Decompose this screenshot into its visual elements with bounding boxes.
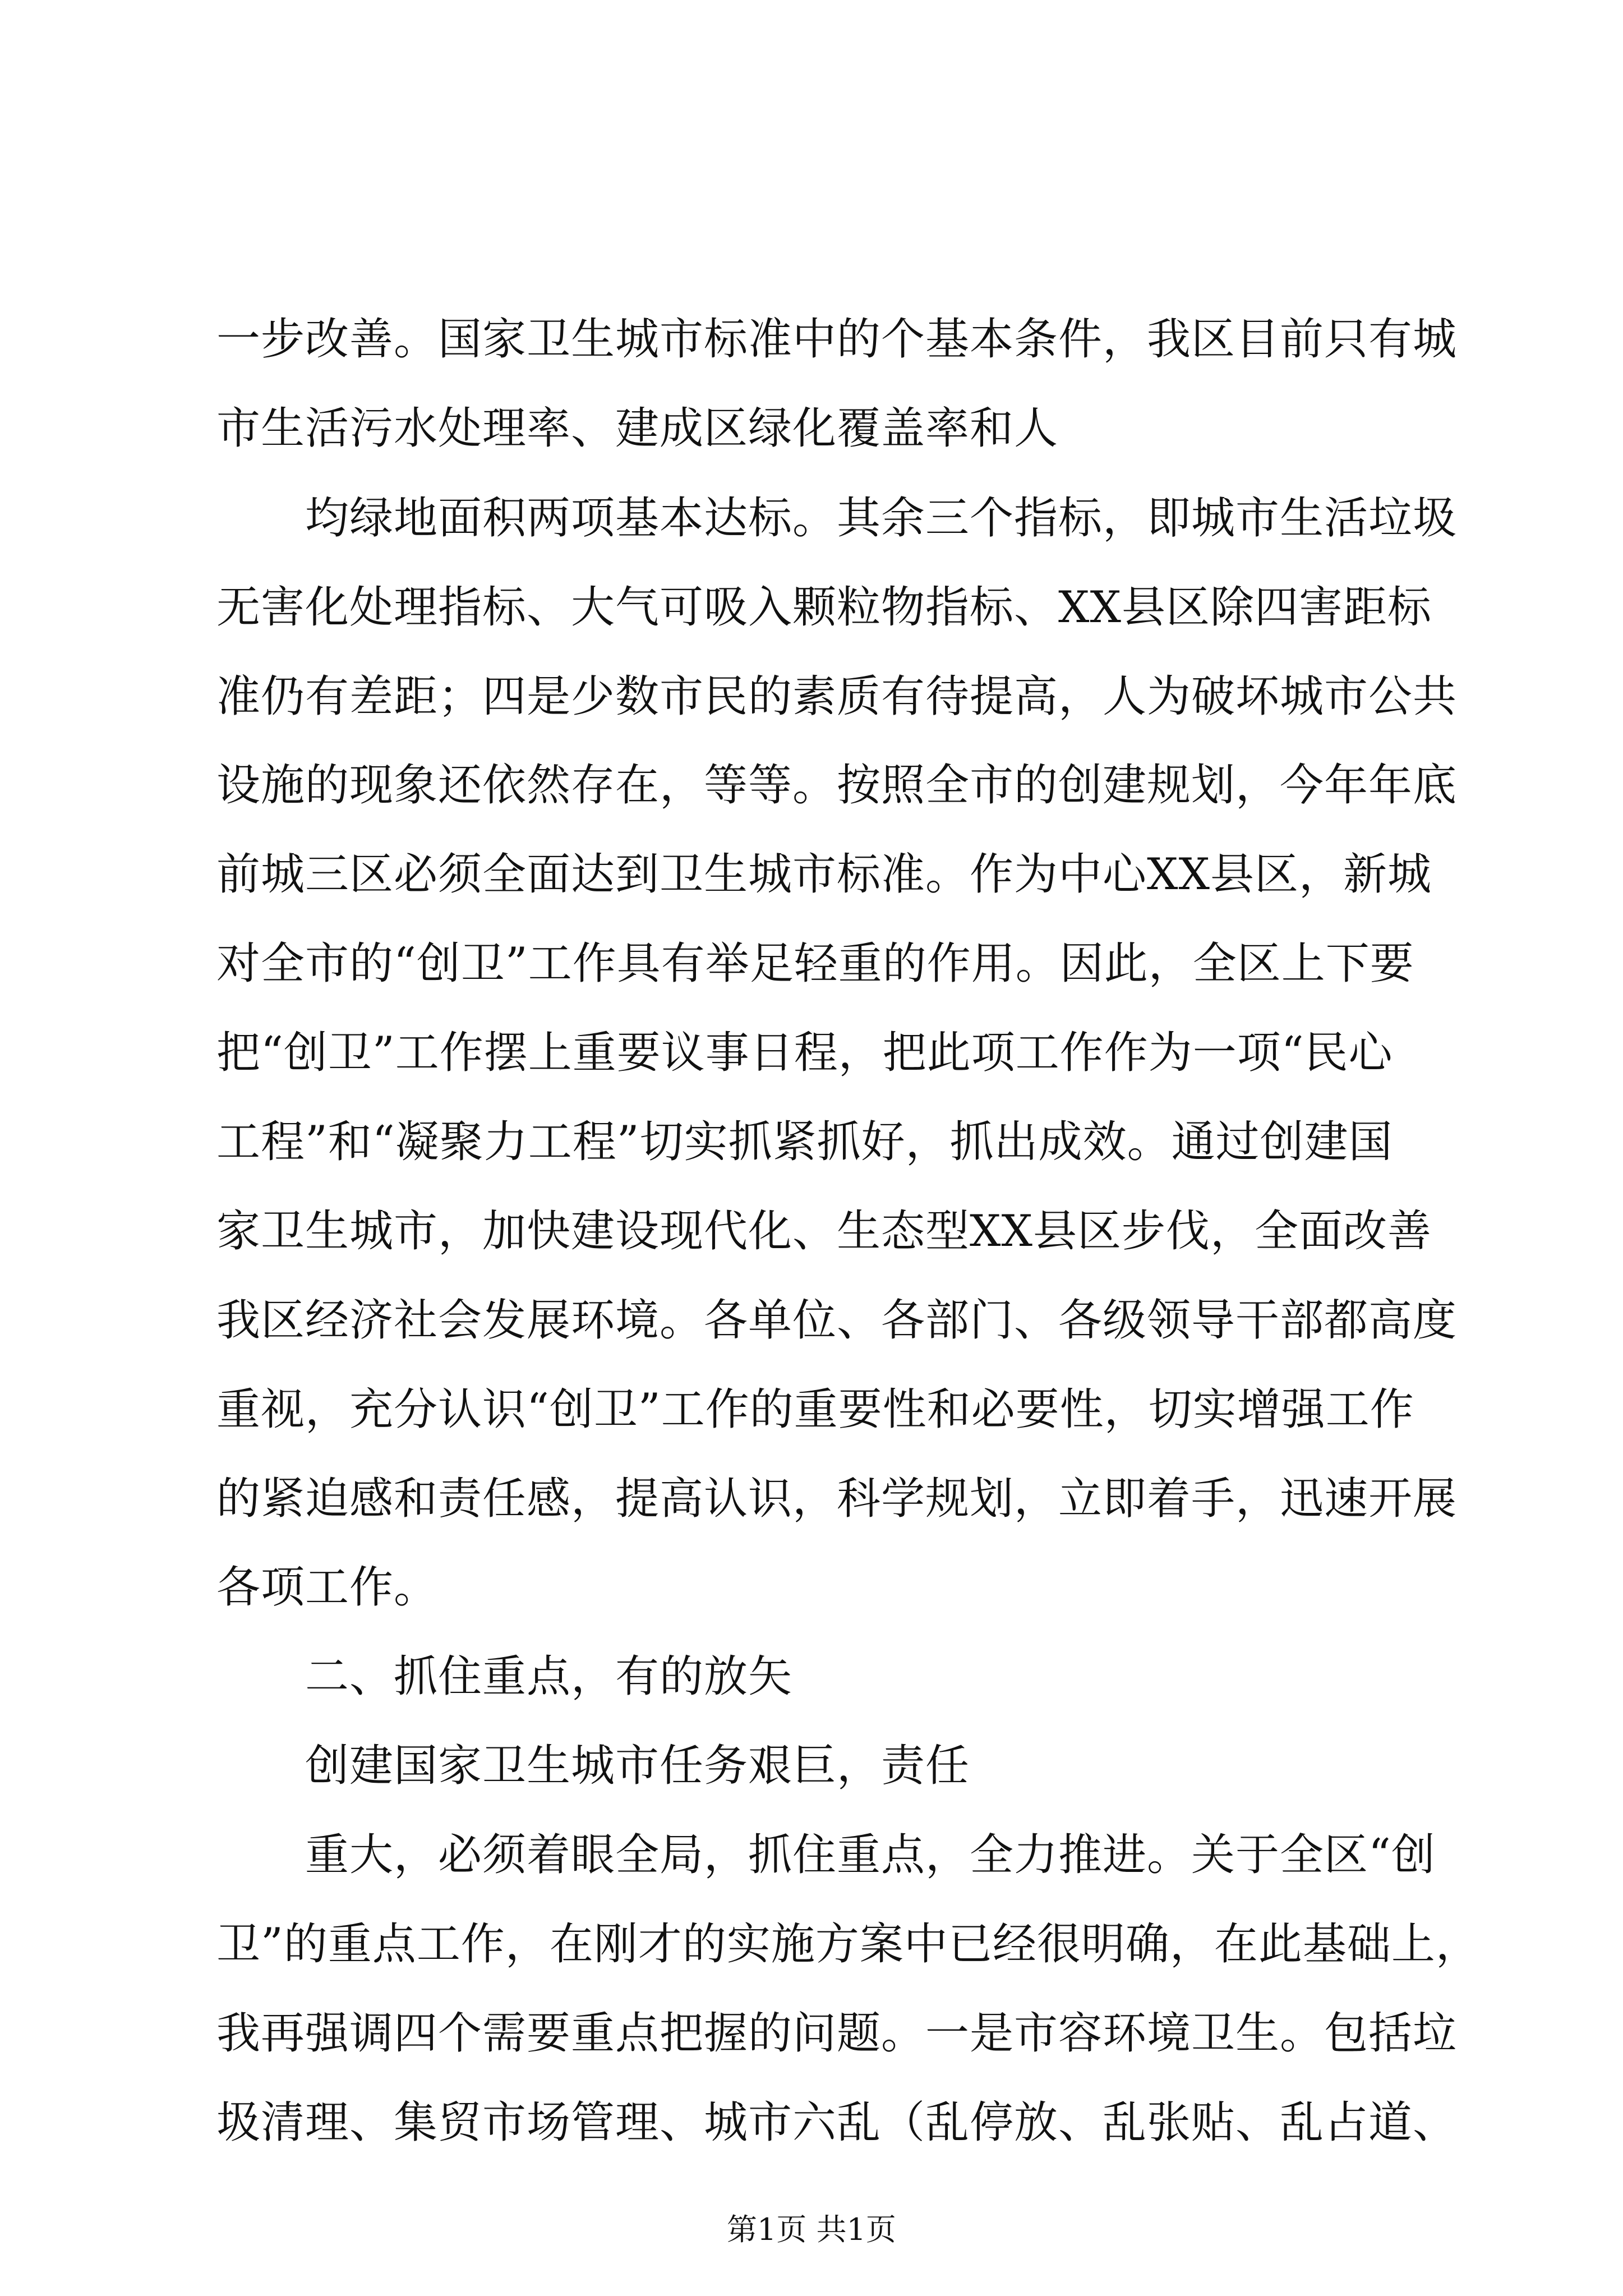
text-line: 前城三区必须全面达到卫生城市标准。作为中心XX县区，新城 (216, 849, 1432, 900)
text-line: 重视，充分认识“创卫”工作的重要性和必要性，切实增强工作 (216, 1384, 1414, 1435)
text-line: 把“创卫”工作摆上重要议事日程，把此项工作作为一项“民心 (216, 1028, 1393, 1078)
text-line: 家卫生城市，加快建设现代化、生态型XX县区步伐，全面改善 (216, 1206, 1432, 1257)
text-line: 对全市的“创卫”工作具有举足轻重的作用。因此，全区上下要 (216, 938, 1414, 989)
text-line: 我区经济社会发展环境。各单位、各部门、各级领导干部都高度 (216, 1295, 1458, 1346)
text-line: 的紧迫感和责任感，提高认识，科学规划，立即着手，迅速开展 (216, 1474, 1458, 1524)
text-line: 重大，必须着眼全局，抓住重点，全力推进。关于全区“创 (305, 1830, 1436, 1880)
page-number-footer: 第1页 共1页 (727, 2212, 896, 2247)
text-line: 各项工作。 (216, 1562, 439, 1613)
text-line: 卫”的重点工作，在刚才的实施方案中已经很明确，在此基础上， (216, 1919, 1480, 1970)
text-line: 创建国家卫生城市任务艰巨，责任 (305, 1741, 970, 1791)
text-line: 工程”和“凝聚力工程”切实抓紧抓好，抓出成效。通过创建国 (216, 1117, 1393, 1167)
text-line: 市生活污水处理率、建成区绿化覆盖率和人 (216, 403, 1059, 454)
text-line: 我再强调四个需要重点把握的问题。一是市容环境卫生。包括垃 (216, 2008, 1458, 2059)
text-line: 准仍有差距；四是少数市民的素质有待提高，人为破坏城市公共 (216, 671, 1458, 722)
text-line: 一步改善。国家卫生城市标准中的个基本条件，我区目前只有城 (216, 314, 1458, 365)
text-line: 无害化处理指标、大气可吸入颗粒物指标、XX县区除四害距标 (216, 582, 1432, 633)
text-line: 设施的现象还依然存在，等等。按照全市的创建规划，今年年底 (216, 760, 1458, 811)
section-heading: 二、抓住重点，有的放矢 (305, 1651, 793, 1702)
text-line: 圾清理、集贸市场管理、城市六乱（乱停放、乱张贴、乱占道、 (216, 2097, 1458, 2148)
text-line: 均绿地面积两项基本达标。其余三个指标，即城市生活垃圾 (305, 493, 1458, 544)
